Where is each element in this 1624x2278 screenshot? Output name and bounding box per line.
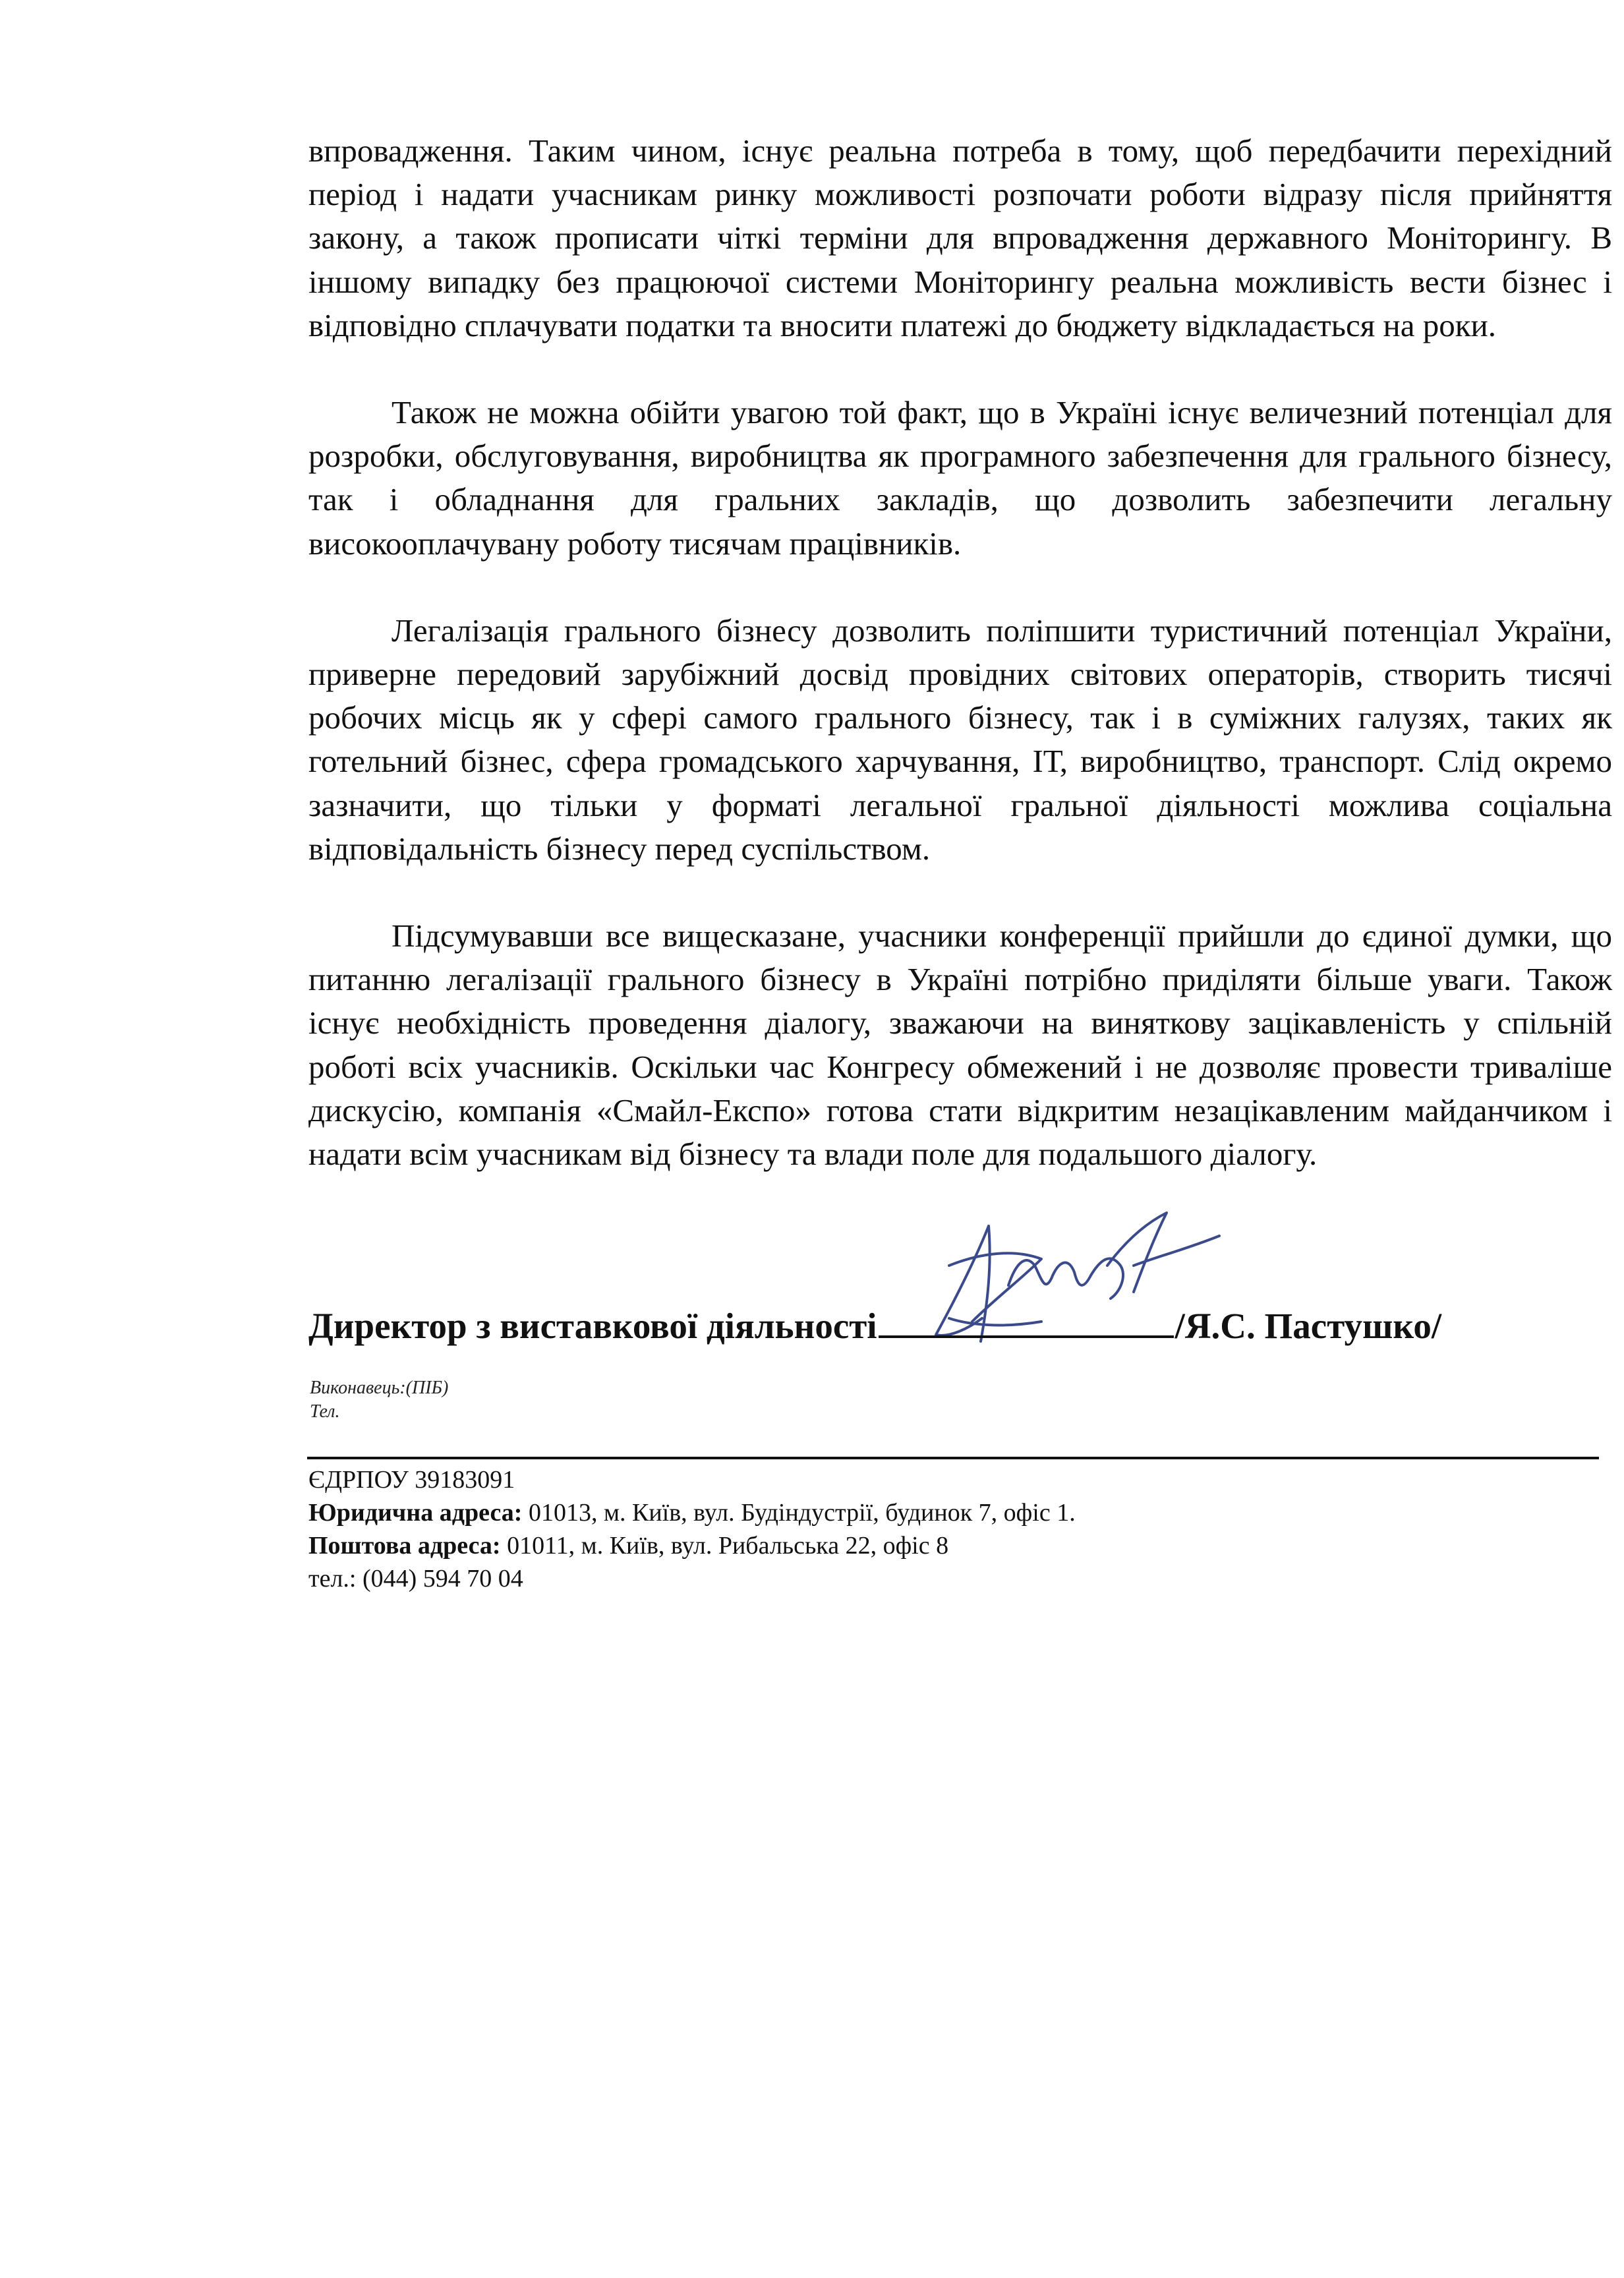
signatory-title: Директор з виставкової діяльності (308, 1306, 877, 1346)
performer-info (310, 1376, 448, 1424)
performer-name-label: Виконавець:(ПІБ) (310, 1378, 449, 1398)
phone-number: тел.: (044) 594 70 04 (308, 1565, 523, 1592)
paragraph-legalization: Легалізація грального бізнесу дозволить поліпшити туристичний потенціал України, приверне передовий зарубіжний досвід провідних світових операторів, створить тисячі робочих місць як у сфері самого грального бізнесу, так і в суміжних галузях, таких як готельний бізнес, сфера громадського харчування, ІТ, виробництво, транспорт. Слід окремо зазначити, що тільки у форматі легальної гральної діяльності можлива соціальна відповідальність бізнесу перед суспільством. (308, 612, 1612, 867)
legal-address (308, 1496, 1076, 1529)
postal-address-value: 01011, м. Київ, вул. Рибальська 22, офіс 8 (500, 1532, 949, 1560)
legal-address-value: 01013, м. Київ, вул. Будіндустрії, будинок 7, офіс 1. (522, 1499, 1076, 1527)
edrpou-code: ЄДРПОУ 39183091 (308, 1466, 515, 1494)
postal-address-label: Поштова адреса: (308, 1532, 501, 1560)
legal-address-label: Юридична адреса: (308, 1499, 523, 1527)
signatory-name: /Я.С. Пастушко/ (1174, 1306, 1442, 1346)
letter-body (308, 129, 1612, 1219)
paragraph-implementation: впровадження. Таким чином, існує реальна потреба в тому, щоб передбачити перехідний період і надати учасникам ринку можливості розпочати роботи відразу після прийняття закону, а також прописати чіткі терміни для впровадження державного Моніторингу. В іншому випадку без працюючої системи Моніторингу реальна можливість вести бізнес і відповідно сплачувати податки та вносити платежі до бюджету відкладається на роки. (308, 132, 1612, 343)
postal-address (308, 1529, 1076, 1562)
performer-phone-label: Тел. (310, 1401, 340, 1422)
paragraph-conclusion: Підсумувавши все вищесказане, учасники конференції прийшли до єдиної думки, що питанню легалізації грального бізнесу в Україні потрібно приділяти більше уваги. Також існує необхідність проведення діалогу, зважаючи на виняткову зацікавленість у спільній роботі всіх учасників. Оскільки час Конгресу обмежений і не дозволяє провести триваліше дискусію, компанія «Смайл-Експо» готова стати відкритим незацікавленим майданчиком і надати всім учасникам від бізнесу та влади поле для подальшого діалогу. (308, 918, 1612, 1173)
footer-divider (307, 1457, 1599, 1459)
signature-block (308, 1292, 1612, 1371)
signature-line (308, 1299, 1441, 1353)
signature-underline (879, 1299, 1174, 1338)
company-footer (308, 1463, 1076, 1595)
paragraph-potential: Також не можна обійти увагою той факт, що в Україні існує величезний потенціал для розробки, обслуговування, виробництва як програмного забезпечення для грального бізнесу, так і обладнання для гральних закладів, що дозволить забезпечити легальну високооплачувану роботу тисячам працівників. (308, 394, 1612, 562)
